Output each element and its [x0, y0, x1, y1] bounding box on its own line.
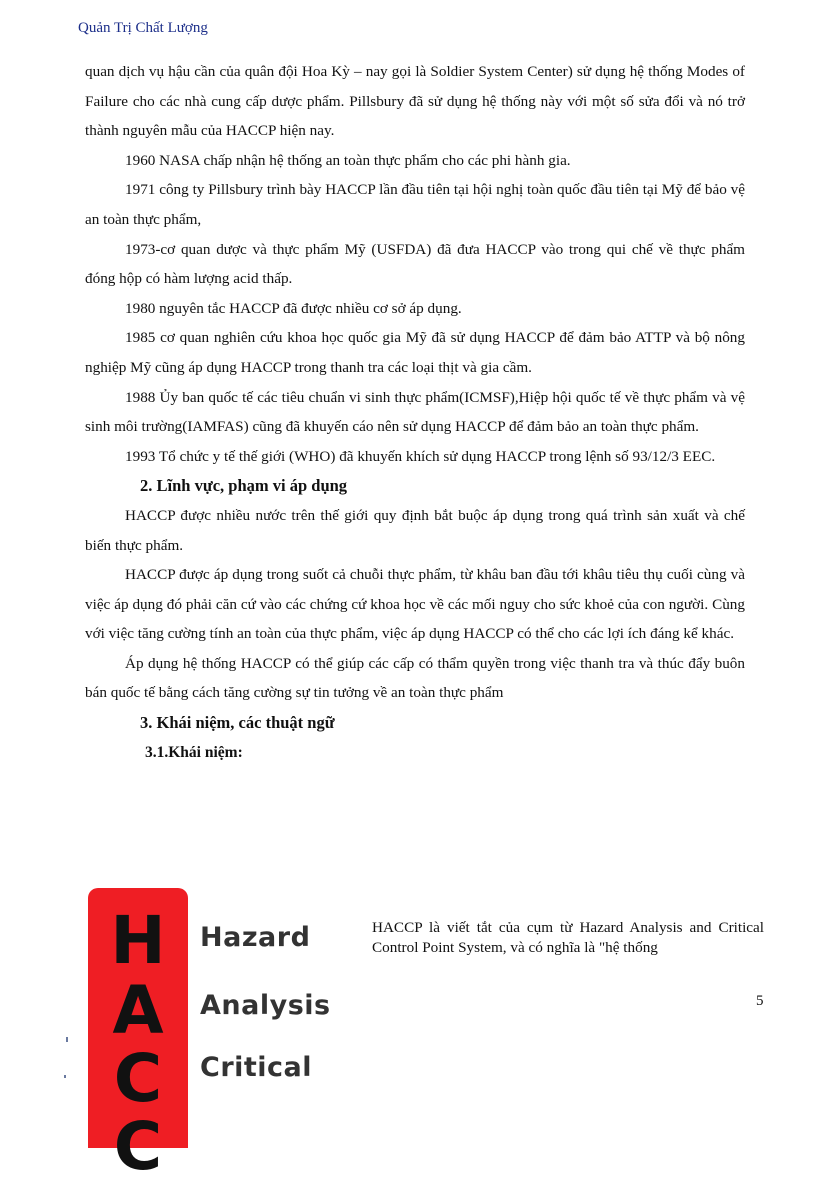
running-header: Quản Trị Chất Lượng — [78, 20, 208, 36]
logo-letter: A — [112, 972, 164, 1049]
logo-letter: C — [113, 1040, 163, 1117]
paragraph: 1960 NASA chấp nhận hệ thống an toàn thực phẩm cho các phi hành gia. — [125, 151, 571, 169]
logo-word-hazard: Hazard — [200, 922, 311, 953]
paragraph: quan dịch vụ hậu cần của quân đội Hoa Kỳ – nay gọi là Soldier System Center) sử dụng hệ thống Modes of Failure cho các nhà cung cấp dược phẩm. Pillsbury đã sử dụng hệ thống này với một số sửa đổi và nó trở thành nguyên mẫu của HACCP hiện nay. — [85, 63, 745, 140]
margin-mark — [66, 1037, 68, 1042]
logo-word-critical: Critical — [200, 1052, 313, 1083]
section-heading-2: 2. Lĩnh vực, phạm vi áp dụng — [140, 476, 348, 496]
paragraph: 1980 nguyên tắc HACCP đã được nhiều cơ sở áp dụng. — [125, 299, 462, 317]
haccp-logo-image — [70, 878, 360, 1185]
paragraph: 1973-cơ quan dược và thực phẩm Mỹ (USFDA) đã đưa HACCP vào trong qui chế về thực phẩm đóng hộp có hàm lượng acid thấp. — [85, 240, 745, 288]
logo-letter: H — [110, 902, 166, 979]
paragraph: 1993 Tổ chức y tế thế giới (WHO) đã khuyến khích sử dụng HACCP trong lệnh số 93/12/3 EEC. — [125, 447, 716, 465]
paragraph: 1985 cơ quan nghiên cứu khoa học quốc gia Mỹ đã sử dụng HACCP để đảm bảo ATTP và bộ nông nghiệp Mỹ cũng áp dụng HACCP trong thanh tra các loại thịt và gia cầm. — [85, 329, 745, 376]
definition-text: HACCP là viết tắt của cụm từ Hazard Analysis and Critical Control Point System, và có nghĩa là "hệ thống — [372, 919, 764, 956]
section-heading-3: 3. Khái niệm, các thuật ngữ — [140, 713, 335, 733]
paragraph: 1971 công ty Pillsbury trình bày HACCP lần đầu tiên tại hội nghị toàn quốc đầu tiên tại Mỹ để bảo vệ an toàn thực phẩm, — [85, 181, 745, 228]
paragraph: Áp dụng hệ thống HACCP có thể giúp các cấp có thẩm quyền trong việc thanh tra và thúc đẩy buôn bán quốc tế bằng cách tăng cường sự tin tưởng về an toàn thực phẩm — [85, 654, 745, 702]
logo-word-analysis: Analysis — [200, 990, 331, 1021]
subsection-heading-3-1: 3.1.Khái niệm: — [145, 743, 243, 761]
logo-red-bar — [88, 888, 188, 1185]
paragraph: HACCP được áp dụng trong suốt cả chuỗi thực phẩm, từ khâu ban đầu tới khâu tiêu thụ cuối cùng và việc áp dụng đó phải căn cứ vào các chứng cứ khoa học về các mối nguy cho sức khoẻ của con người. Cùng với việc tăng cường tính an toàn của thực phẩm, việc áp dụng HACCP có thể cho các lợi ích đáng kể khác. — [85, 566, 745, 643]
logo-letter: C — [113, 1108, 163, 1185]
paragraph: 1988 Ủy ban quốc tế các tiêu chuẩn vi sinh thực phẩm(ICMSF),Hiệp hội quốc tế về thực phẩm và vệ sinh môi trường(IAMFAS) cũng đã khuyến cáo nên sử dụng HACCP để đảm bảo an toàn thực phẩm. — [85, 388, 745, 436]
page-number: 5 — [756, 993, 764, 1009]
document-body — [85, 57, 745, 767]
paragraph: HACCP được nhiều nước trên thế giới quy định bắt buộc áp dụng trong quá trình sản xuất và chế biến thực phẩm. — [85, 506, 745, 554]
margin-mark — [64, 1075, 66, 1078]
